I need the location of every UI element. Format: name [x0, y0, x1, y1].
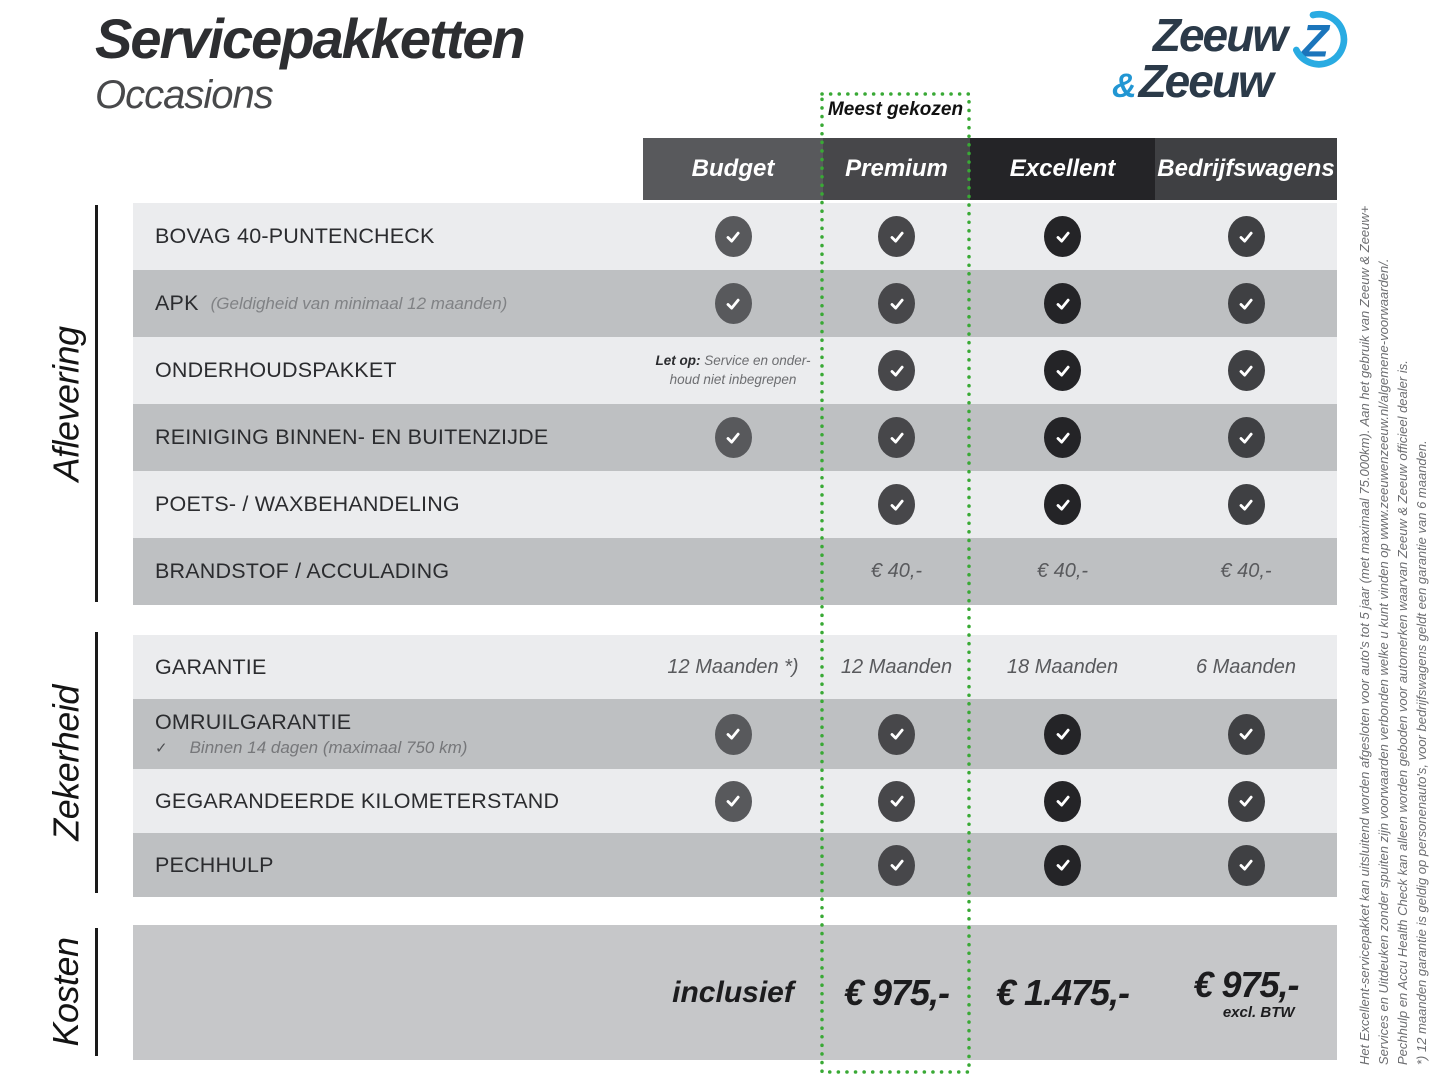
check-icon — [715, 417, 752, 458]
check-icon — [1044, 350, 1081, 391]
check-icon — [1228, 283, 1265, 324]
cell-budget — [643, 270, 823, 337]
cell-premium — [823, 203, 970, 270]
column-header-bedrijfswagens: Bedrijfswagens — [1155, 138, 1337, 200]
cell-premium — [823, 699, 970, 769]
check-icon — [715, 714, 752, 755]
cell-premium — [823, 833, 970, 897]
row-reiniging — [133, 404, 1337, 471]
cell-premium — [823, 769, 970, 833]
cost-value: € 1.475,- — [995, 971, 1130, 1013]
section-label-zekerheid: Zekerheid — [45, 684, 86, 841]
section-label-kosten: Kosten — [45, 937, 86, 1047]
check-icon — [1228, 417, 1265, 458]
logo-z-swoosh-icon — [1288, 10, 1348, 70]
section-zekerheid — [133, 635, 1337, 897]
small-check-icon: ✓ — [155, 740, 168, 757]
cell-excellent — [970, 270, 1155, 337]
cell-bedrijfswagens — [1155, 203, 1337, 270]
row-pechhulp — [133, 833, 1337, 897]
check-icon — [1228, 714, 1265, 755]
cell-excellent — [970, 635, 1155, 699]
cell-budget — [643, 699, 823, 769]
check-icon — [878, 714, 915, 755]
fine-print-line: *) 12 maanden garantie is geldig op personenauto's, voor bedrijfswagens geldt een garantie van 6 maanden. — [1414, 440, 1429, 1065]
cell-budget — [643, 833, 823, 897]
column-header-premium: Premium — [823, 138, 970, 200]
cell-excellent — [970, 471, 1155, 538]
cell-bedrijfswagens — [1155, 337, 1337, 404]
row-omruilgarantie — [133, 699, 1337, 769]
row-apk — [133, 270, 1337, 337]
check-icon — [1228, 781, 1265, 822]
garantie-value: 18 Maanden — [1006, 655, 1119, 678]
cell-bedrijfswagens — [1155, 270, 1337, 337]
row-label: PECHHULP — [155, 852, 274, 877]
cell-excellent — [970, 404, 1155, 471]
cell-bedrijfswagens — [1155, 699, 1337, 769]
legal-fine-print — [1355, 135, 1433, 1065]
row-onderhoudspakket — [133, 337, 1337, 404]
logo-word-zeeuw-2: Zeeuw — [1138, 55, 1272, 107]
row-label: GEGARANDEERDE KILOMETERSTAND — [155, 788, 560, 813]
row-label: BRANDSTOF / ACCULADING — [155, 559, 450, 583]
cost-value: € 975,- — [1193, 964, 1299, 1005]
row-kilometerstand — [133, 769, 1337, 833]
cell-premium — [823, 471, 970, 538]
logo-ampersand: & — [1112, 67, 1137, 105]
cell-bedrijfswagens — [1155, 538, 1337, 605]
cell-label-spacer — [133, 925, 643, 1060]
cell-premium — [823, 337, 970, 404]
row-label: BOVAG 40-PUNTENCHECK — [155, 224, 435, 248]
check-icon — [878, 350, 915, 391]
cell-budget — [643, 337, 823, 404]
cell-excellent — [970, 337, 1155, 404]
row-sublabel: ✓ Binnen 14 dagen (maximaal 750 km) — [155, 738, 468, 757]
check-icon — [878, 283, 915, 324]
cell-budget — [643, 404, 823, 471]
check-icon — [878, 781, 915, 822]
cell-excellent — [970, 699, 1155, 769]
cell-excellent — [970, 769, 1155, 833]
check-icon — [1044, 845, 1081, 886]
cost-value: inclusief — [672, 975, 794, 1009]
budget-note: Let op: Service en onder- houd niet inbegrepen — [655, 353, 811, 387]
check-icon — [878, 845, 915, 886]
check-icon — [715, 283, 752, 324]
check-icon — [1044, 714, 1081, 755]
cell-bedrijfswagens — [1155, 404, 1337, 471]
cell-budget — [643, 538, 823, 605]
cell-budget — [643, 471, 823, 538]
column-header-budget: Budget — [643, 138, 823, 200]
cell-budget — [643, 769, 823, 833]
fine-print-line: Pechhulp en Accu Health Check kan alleen worden geboden voor automerken waarvan Zeeuw & Zeeuw officieel dealer is. — [1395, 360, 1410, 1065]
section-kosten — [133, 925, 1337, 1060]
cell-budget — [643, 203, 823, 270]
cell-excellent — [970, 203, 1155, 270]
row-label: GARANTIE — [155, 654, 267, 679]
row-poets — [133, 471, 1337, 538]
section-label-aflevering: Aflevering — [45, 325, 86, 482]
section-divider-line — [95, 632, 98, 893]
title-block — [95, 6, 524, 118]
price-value: € 40,- — [870, 560, 923, 582]
check-icon — [878, 417, 915, 458]
check-icon — [1228, 845, 1265, 886]
check-icon — [715, 781, 752, 822]
check-icon — [715, 216, 752, 257]
fine-print-line: Services en Uitdeuken zonder spuiten zijn voorwaarden verbonden welke u kunt vinden op www.zeeuwenzeeuw.nl/algemene-voorwaarden/. — [1376, 258, 1391, 1065]
zeeuw-en-zeeuw-logo — [1108, 10, 1348, 107]
page-subtitle: Occasions — [95, 73, 273, 117]
row-label: REINIGING BINNEN- EN BUITENZIJDE — [155, 425, 549, 449]
cell-bedrijfswagens — [1155, 471, 1337, 538]
section-aflevering — [133, 203, 1337, 605]
row-label: APK — [155, 291, 199, 315]
check-icon — [1044, 216, 1081, 257]
row-label: POETS- / WAXBEHANDELING — [155, 492, 460, 516]
svg-text:Z: Z — [1301, 15, 1329, 67]
row-garantie — [133, 635, 1337, 699]
cost-value: € 975,- — [843, 971, 950, 1013]
cell-premium — [823, 538, 970, 605]
cell-bedrijfswagens — [1155, 769, 1337, 833]
check-icon — [1228, 350, 1265, 391]
cell-budget — [643, 635, 823, 699]
column-header-excellent: Excellent — [970, 138, 1155, 200]
row-bovag — [133, 203, 1337, 270]
check-icon — [1044, 283, 1081, 324]
cell-excellent — [970, 538, 1155, 605]
price-value: € 40,- — [1036, 560, 1089, 582]
row-label: ONDERHOUDSPAKKET — [155, 358, 397, 382]
cell-bedrijfswagens — [1155, 635, 1337, 699]
check-icon — [1044, 417, 1081, 458]
row-brandstof — [133, 538, 1337, 605]
btw-note: excl. BTW — [1222, 1004, 1295, 1021]
cost-premium — [823, 925, 970, 1060]
fine-print-line: Het Excellent-servicepakket kan uitsluitend worden afgesloten voor auto's tot 5 jaar (met maximaal 75.000km). Aan het gebruik van Zeeuw & Zeeuw+ — [1357, 205, 1372, 1065]
cell-premium — [823, 270, 970, 337]
garantie-value: 12 Maanden *) — [667, 655, 799, 678]
check-icon — [1228, 216, 1265, 257]
cell-premium — [823, 635, 970, 699]
cost-bedrijfswagens — [1155, 925, 1337, 1060]
price-value: € 40,- — [1220, 560, 1272, 582]
row-sublabel: (Geldigheid van minimaal 12 maanden) — [210, 293, 508, 313]
check-icon — [878, 216, 915, 257]
section-divider-line — [95, 205, 98, 602]
garantie-value: 12 Maanden — [840, 655, 953, 678]
section-divider-line — [95, 928, 98, 1056]
check-icon — [1044, 781, 1081, 822]
page-title: Servicepakketten — [95, 7, 524, 70]
check-icon — [1044, 484, 1081, 525]
garantie-value: 6 Maanden — [1195, 655, 1297, 678]
cell-bedrijfswagens — [1155, 833, 1337, 897]
cell-premium — [823, 404, 970, 471]
row-label: OMRUILGARANTIE — [155, 710, 352, 734]
check-icon — [878, 484, 915, 525]
cost-excellent — [970, 925, 1155, 1060]
cell-excellent — [970, 833, 1155, 897]
check-icon — [1228, 484, 1265, 525]
most-chosen-label: Meest gekozen — [827, 99, 964, 120]
column-headers — [643, 138, 1337, 200]
logo-word-zeeuw: Zeeuw — [1152, 9, 1286, 61]
cost-budget — [643, 925, 823, 1060]
